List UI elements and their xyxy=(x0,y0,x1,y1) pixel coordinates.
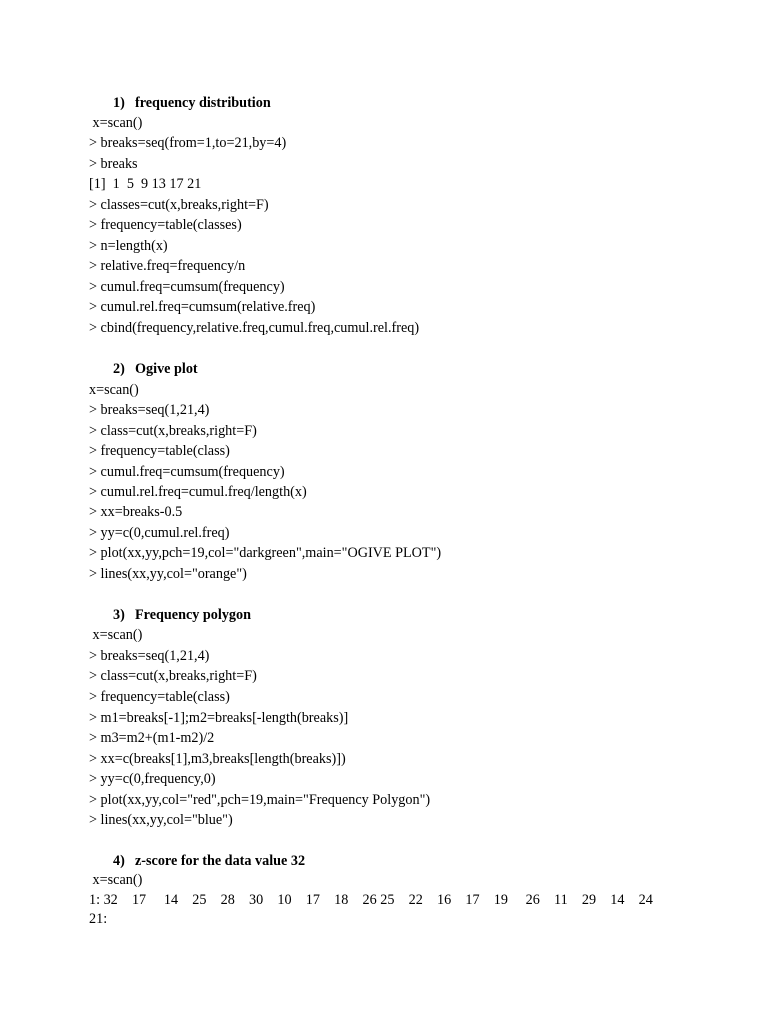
code-line: x=scan() xyxy=(89,115,143,131)
code-line: > n=length(x) xyxy=(89,238,168,254)
section-2-heading xyxy=(113,359,198,379)
section-1-number: 1) xyxy=(113,95,125,111)
code-line: > cumul.rel.freq=cumul.freq/length(x) xyxy=(89,484,307,500)
code-line: > class=cut(x,breaks,right=F) xyxy=(89,668,257,684)
section-2-title: Ogive plot xyxy=(135,361,198,377)
code-line: > breaks=seq(1,21,4) xyxy=(89,648,210,664)
code-line: > frequency=table(classes) xyxy=(89,217,242,233)
scan-prompt-line: 21: xyxy=(89,911,108,927)
section-4-number: 4) xyxy=(113,853,125,869)
code-line: > lines(xx,yy,col="blue") xyxy=(89,812,233,828)
section-2-number: 2) xyxy=(113,361,125,377)
code-line: > relative.freq=frequency/n xyxy=(89,258,246,274)
output-line: [1] 1 5 9 13 17 21 xyxy=(89,176,202,192)
code-line: > cumul.freq=cumsum(frequency) xyxy=(89,279,285,295)
code-line: > m3=m2+(m1-m2)/2 xyxy=(89,730,215,746)
section-3-number: 3) xyxy=(113,607,125,623)
code-line: > cumul.freq=cumsum(frequency) xyxy=(89,464,285,480)
code-line: > frequency=table(class) xyxy=(89,689,230,705)
code-line: > breaks=seq(from=1,to=21,by=4) xyxy=(89,135,287,151)
code-line: > plot(xx,yy,pch=19,col="darkgreen",main="OGIVE PLOT") xyxy=(89,545,442,561)
code-line: > xx=c(breaks[1],m3,breaks[length(breaks)]) xyxy=(89,751,346,767)
code-line: x=scan() xyxy=(89,872,143,888)
code-line: > classes=cut(x,breaks,right=F) xyxy=(89,197,269,213)
code-line: > m1=breaks[-1];m2=breaks[-length(breaks)] xyxy=(89,710,349,726)
section-3-heading xyxy=(113,605,251,625)
code-line: > class=cut(x,breaks,right=F) xyxy=(89,423,257,439)
code-line: > xx=breaks-0.5 xyxy=(89,504,183,520)
scan-input-line: 1: 32 17 14 25 28 30 10 17 18 26 25 22 16 17 19 26 11 29 14 24 xyxy=(89,892,653,908)
code-line: > yy=c(0,frequency,0) xyxy=(89,771,216,787)
code-line: > frequency=table(class) xyxy=(89,443,230,459)
section-3-title: Frequency polygon xyxy=(135,607,252,623)
section-4-title: z-score for the data value 32 xyxy=(135,853,306,869)
code-line: > lines(xx,yy,col="orange") xyxy=(89,566,247,582)
section-1-title: frequency distribution xyxy=(135,95,271,111)
code-line: > cbind(frequency,relative.freq,cumul.freq,cumul.rel.freq) xyxy=(89,320,420,336)
section-4-heading xyxy=(113,851,305,871)
code-line: > plot(xx,yy,col="red",pch=19,main="Frequency Polygon") xyxy=(89,792,431,808)
section-1-heading xyxy=(113,93,271,113)
code-line: x=scan() xyxy=(89,382,139,398)
code-line: > breaks xyxy=(89,156,138,172)
code-line: x=scan() xyxy=(89,627,143,643)
code-line: > cumul.rel.freq=cumsum(relative.freq) xyxy=(89,299,316,315)
code-line: > breaks=seq(1,21,4) xyxy=(89,402,210,418)
code-line: > yy=c(0,cumul.rel.freq) xyxy=(89,525,230,541)
